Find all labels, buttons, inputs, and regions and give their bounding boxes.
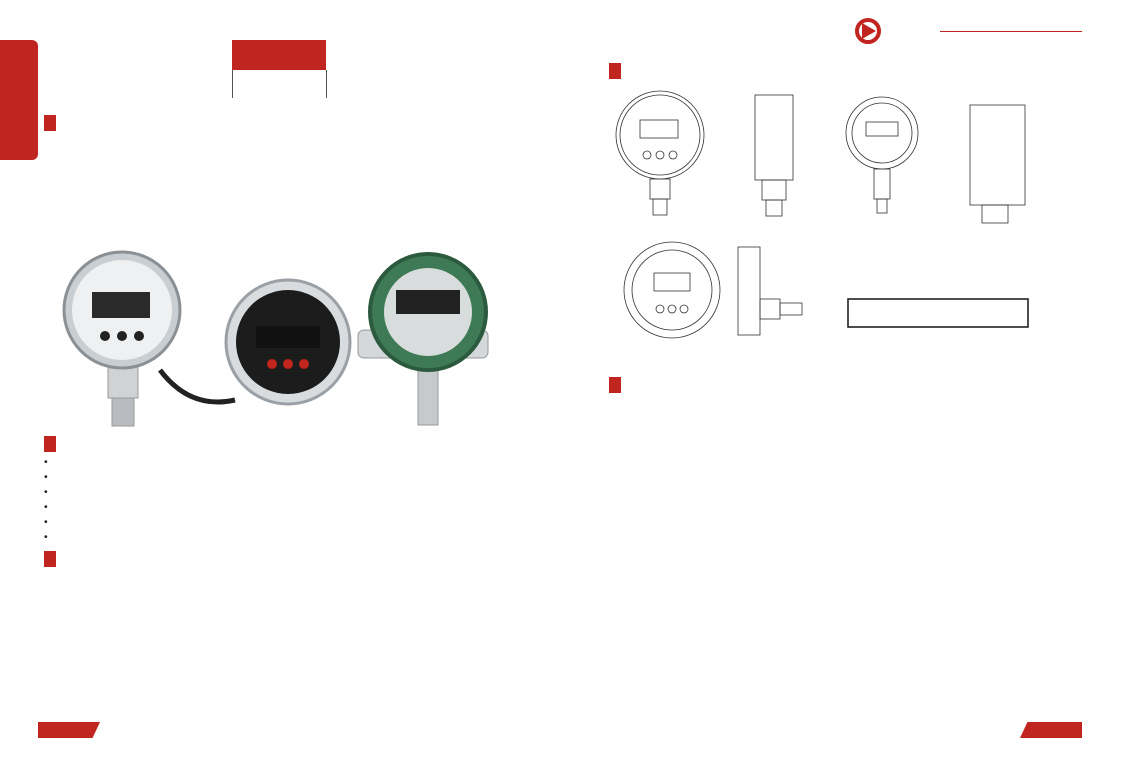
- side-tab: [0, 40, 38, 160]
- side-view-drawing: [755, 95, 793, 216]
- page-number-right: [1020, 722, 1082, 738]
- list-item: [44, 515, 504, 530]
- divider: [232, 70, 233, 98]
- page-number-left: [38, 722, 100, 738]
- product-photos: [60, 250, 510, 440]
- logo-icon: [852, 18, 888, 44]
- features-list: [44, 455, 504, 545]
- list-item: [44, 470, 504, 485]
- wiring-diagram: [848, 299, 1028, 327]
- explosion-proof-side-drawing: [970, 105, 1025, 223]
- list-item: [44, 485, 504, 500]
- product-axial-image: [226, 280, 350, 404]
- brand-logo: [852, 18, 942, 44]
- ordering-heading: [609, 377, 621, 393]
- axial-front-drawing: [624, 242, 720, 338]
- features-heading: [44, 436, 56, 452]
- performance-heading: [44, 551, 56, 567]
- list-item: [44, 530, 504, 545]
- model-badge: [232, 40, 326, 70]
- explosion-proof-front-drawing: [846, 97, 918, 213]
- list-item: [44, 455, 504, 470]
- overview-heading: [44, 115, 56, 131]
- divider: [326, 70, 327, 98]
- list-item: [44, 500, 504, 515]
- divider: [940, 31, 1082, 32]
- product-radial-image: [64, 252, 235, 426]
- dimensions-heading: [609, 63, 621, 79]
- front-view-drawing: [616, 91, 704, 215]
- dimension-drawings: [610, 85, 1080, 365]
- axial-side-drawing: [738, 247, 802, 335]
- product-explosion-proof-image: [358, 254, 488, 425]
